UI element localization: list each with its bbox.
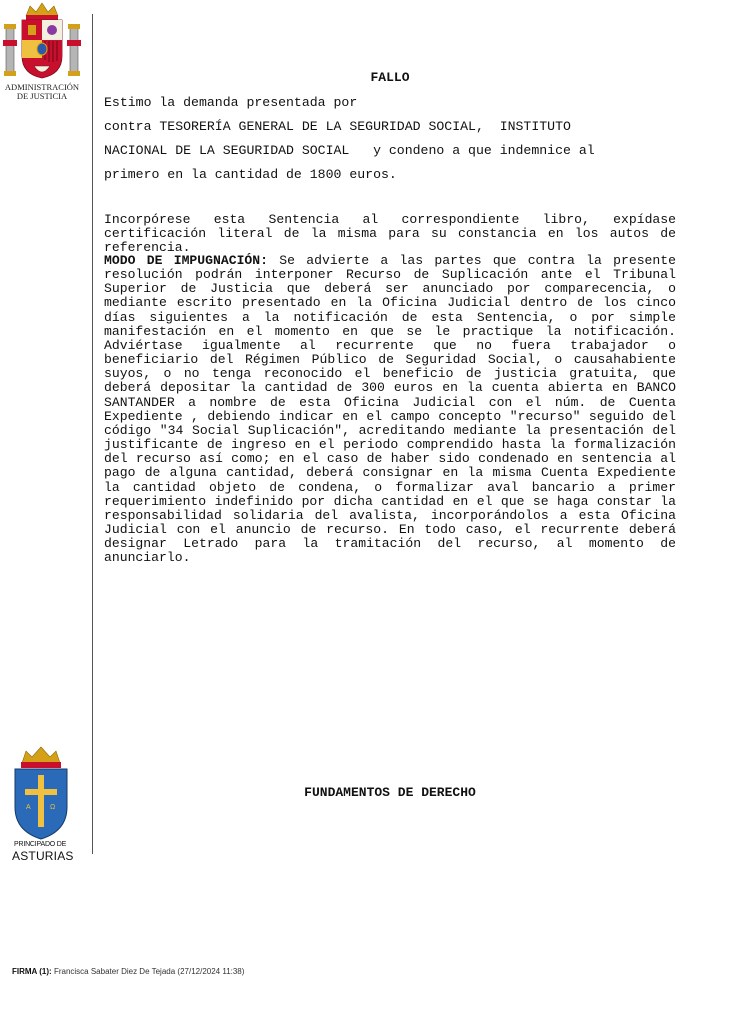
fallo-line-2: contra TESORERÍA GENERAL DE LA SEGURIDAD SOCIAL, INSTITUTO [104,119,571,134]
asturias-line-2: ASTURIAS [12,849,74,863]
signature-footer [12,967,244,976]
svg-text:A: A [26,804,31,811]
coat-of-arms-icon [0,0,84,84]
svg-text:Ω: Ω [50,804,56,811]
signature-label: FIRMA (1): [12,967,52,976]
justice-logo [0,0,84,104]
justice-logo-label: ADMINISTRACIÓN DE JUSTICIA [4,82,80,101]
asturias-shield-icon [8,745,74,841]
impugnacion-paragraph [104,254,676,565]
incorporese-paragraph: Incorpórese esta Sentencia al correspondiente libro, expídase certificación literal de la misma para su constancia en los autos de referencia. [104,212,676,256]
fallo-line-1: Estimo la demanda presentada por [104,95,358,110]
impugnacion-label: MODO DE IMPUGNACIÓN: [104,253,268,268]
fallo-line-3: NACIONAL DE LA SEGURIDAD SOCIAL y condeno a que indemnice al [104,143,595,158]
impugnacion-text: Se advierte a las partes que contra la presente resolución podrán interponer Recurso de Suplicación ante el Tribunal Superior de Justicia que deberá ser anunciado por comparecencia, o mediante escrito presentado en la Oficina Judicial dentro de los cinco días siguientes a la notificación de esta Sentencia, o por simple manifestación en el momento en que se le practique la notificación. Adviértase igualmente al recurrente que no fuera trabajador o beneficiario del Régimen Público de Seguridad Social, o causahabiente suyos, o no tenga reconocido el beneficio de justicia gratuita, que deberá depositar la cantidad de 300 euros en la cuenta abierta en BANCO SANTANDER a nombre de esta Oficina Judicial con el núm. de Cuenta Expediente , debiendo indicar en el campo concepto "recurso" seguido del código "34 Social Suplicación", acreditando mediante la presentación del justificante de ingreso en el periodo comprendido hasta la formalización del recurso así como; en el caso de haber sido condenado en sentencia al pago de alguna cantidad, deberá consignar en la misma Cuenta Expediente la cantidad objeto de condena, o formalizar aval bancario a primer requerimiento indefinido por dicha cantidad en el que se haga constar la responsabilidad solidaria del avalista, incorporándolos a esta Oficina Judicial con el anuncio de recurso. En todo caso, el recurrente deberá designar Letrado para la tramitación del recurso, al momento de anunciarlo. [104,253,676,566]
signature-text: Francisca Sabater Diez De Tejada (27/12/2024 11:38) [53,967,245,976]
fundamentos-heading: FUNDAMENTOS DE DERECHO [304,785,476,800]
fallo-line-4: primero en la cantidad de 1800 euros. [104,167,397,182]
asturias-logo [8,745,80,867]
margin-rule [92,14,93,854]
asturias-line-1: PRINCIPADO DE [14,841,67,848]
fallo-heading: FALLO [370,70,410,85]
